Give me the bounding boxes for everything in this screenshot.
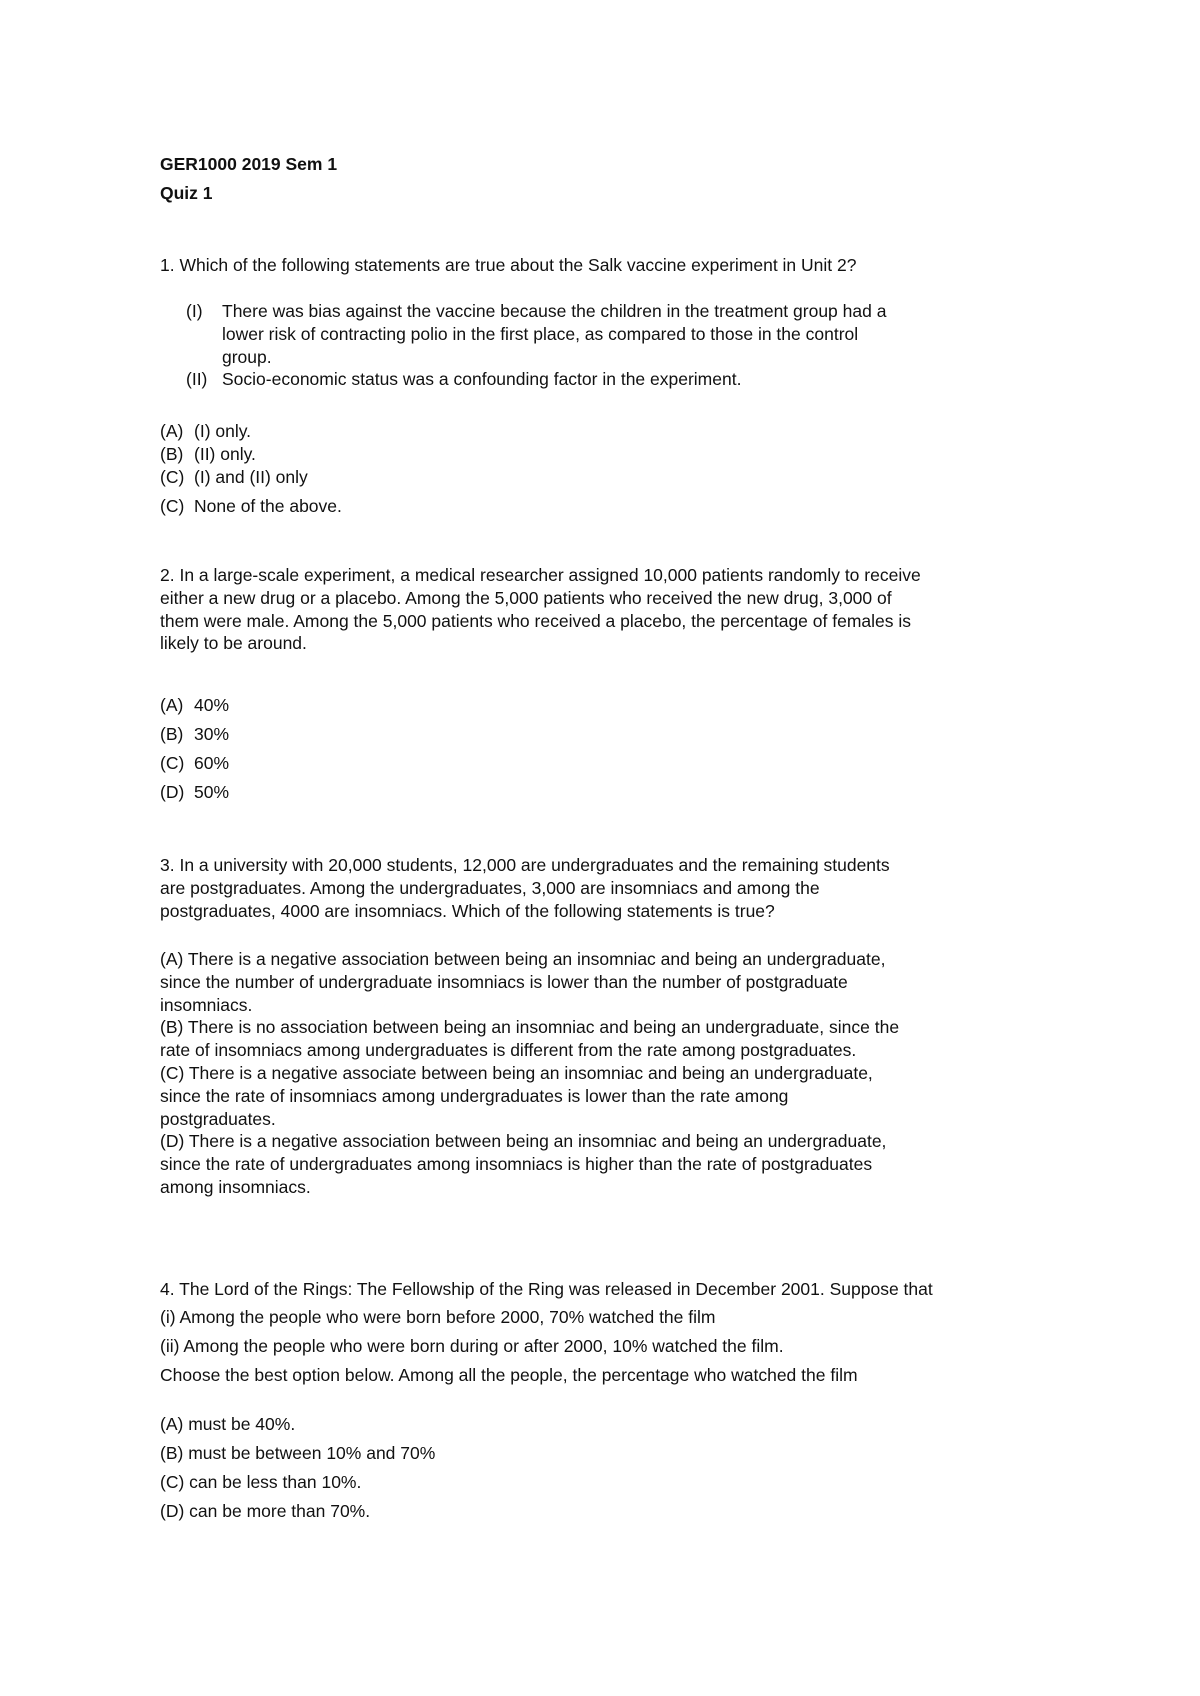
instruction-text: Choose the best option below. Among all the people, the percentage who watched the film [160, 1365, 858, 1385]
statement-2 [186, 368, 1046, 391]
option-text: must be between 10% and 70% [183, 1443, 436, 1463]
option-line: postgraduates. [160, 1108, 276, 1129]
q1-option-b [160, 443, 256, 466]
stem-line: 3. In a university with 20,000 students, 12,000 are undergraduates and the remaining students [160, 855, 890, 875]
statement-line: lower risk of contracting polio in the first place, as compared to those in the control [222, 323, 859, 344]
option-tag: (A) [160, 421, 184, 441]
option-line: among insomniacs. [160, 1176, 311, 1197]
q4-instruction [160, 1364, 858, 1387]
statement-tag: (I) [186, 301, 203, 321]
statement-line: Socio-economic status was a confounding factor in the experiment. [222, 369, 742, 390]
q1-option-a [160, 420, 251, 443]
question-4-stem [160, 1278, 933, 1301]
option-tag: (C) [160, 1062, 185, 1083]
option-text: (I) only. [194, 421, 252, 441]
q2-option-c [160, 752, 229, 775]
condition-text: Among the people who were born before 2000, 70% watched the film [175, 1307, 716, 1327]
option-tag: (C) [160, 1472, 185, 1492]
q4-option-a [160, 1413, 295, 1436]
option-text: 40% [194, 695, 230, 715]
q3-option-a [160, 948, 1060, 971]
option-text: There is a negative association between being an insomniac and being an undergraduate, [183, 949, 886, 969]
q3-option-b [160, 1016, 1060, 1039]
q2-option-d [160, 781, 229, 804]
question-3-stem [160, 854, 1060, 922]
option-tag: (D) [160, 1131, 185, 1152]
q2-option-b [160, 723, 229, 746]
option-line: since the rate of undergraduates among insomniacs is higher than the rate of postgraduates [160, 1154, 873, 1175]
q1-option-d [160, 495, 342, 518]
option-tag: (B) [160, 724, 184, 744]
q4-condition-ii [160, 1335, 784, 1358]
option-line: insomniacs. [160, 994, 253, 1015]
q4-condition-i [160, 1306, 715, 1329]
option-tag: (D) [160, 1501, 185, 1521]
q4-option-d [160, 1500, 370, 1523]
question-1-statements [186, 300, 1046, 391]
question-2-stem [160, 564, 1060, 655]
statement-line: There was bias against the vaccine because the children in the treatment group had a [222, 301, 887, 321]
option-text: (I) and (II) only [194, 467, 308, 487]
option-text: 60% [194, 753, 230, 773]
option-text: (II) only. [194, 444, 256, 464]
statement-1 [186, 300, 1046, 368]
q3-option-d [160, 1130, 1060, 1153]
option-tag: (B) [160, 1443, 184, 1463]
question-3-options [160, 948, 1060, 1199]
stem-line: either a new drug or a placebo. Among the 5,000 patients who received the new drug, 3,000 of [160, 587, 892, 608]
stem-line: postgraduates, 4000 are insomniacs. Which of the following statements is true? [160, 900, 775, 921]
stem-line: are postgraduates. Among the undergraduates, 3,000 are insomniacs and among the [160, 877, 820, 898]
option-tag: (B) [160, 444, 184, 464]
option-text: can be less than 10%. [184, 1472, 362, 1492]
option-tag: (A) [160, 949, 184, 969]
option-text: can be more than 70%. [184, 1501, 371, 1521]
quiz-title: Quiz 1 [160, 183, 213, 203]
course-title: GER1000 2019 Sem 1 [160, 154, 338, 174]
option-tag: (B) [160, 1017, 184, 1038]
question-1-stem: 1. Which of the following statements are true about the Salk vaccine experiment in Unit 2? [160, 255, 857, 275]
option-tag: (C) [160, 496, 185, 516]
stem-prefix: 4. [160, 1279, 175, 1299]
option-line: since the rate of insomniacs among undergraduates is lower than the rate among [160, 1085, 789, 1106]
option-tag: (C) [160, 467, 185, 487]
option-tag: (A) [160, 695, 184, 715]
option-text: There is a negative associate between being an insomniac and being an undergraduate, [184, 1062, 873, 1083]
statement-tag: (II) [186, 369, 208, 390]
option-text: 50% [194, 782, 230, 802]
stem-line: them were male. Among the 5,000 patients who received a placebo, the percentage of females is [160, 610, 912, 631]
option-line: rate of insomniacs among undergraduates is different from the rate among postgraduates. [160, 1040, 857, 1061]
q3-option-c [160, 1062, 1060, 1085]
stem-line: likely to be around. [160, 633, 307, 654]
q2-option-a [160, 694, 229, 717]
option-tag: (C) [160, 753, 185, 773]
option-text: 30% [194, 724, 230, 744]
option-tag: (D) [160, 782, 185, 802]
option-text: must be 40%. [183, 1414, 296, 1434]
option-line: since the number of undergraduate insomniacs is lower than the number of postgraduate [160, 971, 848, 992]
condition-tag: (ii) [160, 1336, 180, 1356]
q4-option-c [160, 1471, 361, 1494]
stem-text: The Lord of the Rings: The Fellowship of the Ring was released in December 2001. Suppose that [174, 1279, 933, 1299]
option-text: There is no association between being an insomniac and being an undergraduate, since the [183, 1017, 900, 1038]
q1-option-c [160, 466, 308, 489]
statement-line: group. [222, 346, 272, 367]
option-tag: (A) [160, 1414, 184, 1434]
condition-text: Among the people who were born during or after 2000, 10% watched the film. [179, 1336, 784, 1356]
option-text: There is a negative association between being an insomniac and being an undergraduate, [184, 1131, 887, 1152]
condition-tag: (i) [160, 1307, 176, 1327]
stem-line: 2. In a large-scale experiment, a medical researcher assigned 10,000 patients randomly to receive [160, 565, 921, 585]
q4-option-b [160, 1442, 435, 1465]
option-text: None of the above. [194, 496, 342, 516]
